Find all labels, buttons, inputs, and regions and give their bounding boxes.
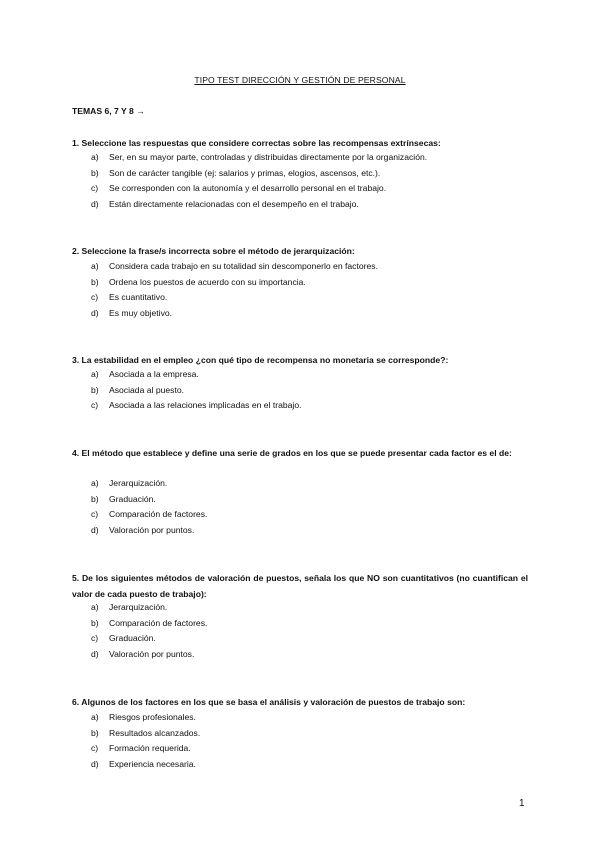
question-3: 3. La estabilidad en el empleo ¿con qué tipo de recompensa no monetaria se corresponde?: xyxy=(72,355,449,365)
option-1c xyxy=(91,181,427,197)
options-4 xyxy=(91,476,207,538)
option-letter: c) xyxy=(91,400,99,411)
option-text: Ser, en su mayor parte, controladas y distribuidas directamente por la organización. xyxy=(109,152,428,162)
option-4a xyxy=(91,476,207,492)
question-4: 4. El método que establece y define una serie de grados en los que se puede presentar cada factor es el de: xyxy=(72,448,512,458)
option-3a xyxy=(91,367,302,383)
option-5b xyxy=(91,616,207,632)
option-letter: a) xyxy=(91,261,99,271)
option-text: Asociada a la empresa. xyxy=(109,369,199,379)
option-text: Formación requerida. xyxy=(109,743,191,754)
option-2a xyxy=(91,259,378,275)
option-text: Jerarquización. xyxy=(109,602,168,612)
option-text: Experiencia necesaria. xyxy=(109,758,196,769)
option-3c xyxy=(91,398,302,414)
option-letter: b) xyxy=(91,617,99,628)
option-letter: c) xyxy=(91,743,99,754)
option-letter: c) xyxy=(91,292,99,303)
question-6: 6. Algunos de los factores en los que se basa el análisis y valoración de puestos de trabajo son: xyxy=(72,697,466,707)
option-text: Se corresponden con la autonomía y el desarrollo personal en el trabajo. xyxy=(109,183,387,194)
option-text: Asociada al puesto. xyxy=(109,384,185,395)
option-4b xyxy=(91,492,207,508)
option-letter: c) xyxy=(91,183,99,194)
options-2 xyxy=(91,259,378,321)
option-2d xyxy=(91,306,378,322)
option-6c xyxy=(91,741,200,757)
option-letter: b) xyxy=(91,384,99,395)
option-letter: d) xyxy=(91,648,99,659)
option-2b xyxy=(91,275,378,291)
option-3b xyxy=(91,383,302,399)
option-2c xyxy=(91,290,378,306)
option-letter: b) xyxy=(91,276,99,287)
question-2: 2. Seleccione la frase/s incorrecta sobre el método de jerarquización: xyxy=(72,246,355,256)
option-1a xyxy=(91,150,427,166)
option-text: Valoración por puntos. xyxy=(109,524,195,535)
option-text: Graduación. xyxy=(109,493,156,504)
option-letter: c) xyxy=(91,509,99,520)
option-letter: d) xyxy=(91,307,99,318)
option-letter: b) xyxy=(91,727,99,738)
option-letter: c) xyxy=(91,633,99,644)
option-letter: a) xyxy=(91,712,99,722)
option-text: Considera cada trabajo en su totalidad sin descomponerlo en factores. xyxy=(109,261,378,271)
option-text: Comparación de factores. xyxy=(109,509,208,520)
options-5 xyxy=(91,600,207,662)
option-letter: b) xyxy=(91,493,99,504)
option-5d xyxy=(91,647,207,663)
option-4d xyxy=(91,523,207,539)
option-text: Resultados alcanzados. xyxy=(109,727,201,738)
option-text: Graduación. xyxy=(109,633,156,644)
option-text: Comparación de factores. xyxy=(109,617,208,628)
option-text: Riesgos profesionales. xyxy=(109,712,196,722)
option-letter: d) xyxy=(91,198,99,209)
option-6b xyxy=(91,726,200,742)
page-number: 1 xyxy=(519,798,525,809)
option-text: Ordena los puestos de acuerdo con su importancia. xyxy=(109,276,306,287)
option-text: Valoración por puntos. xyxy=(109,648,195,659)
option-letter: d) xyxy=(91,758,99,769)
option-letter: a) xyxy=(91,152,99,162)
option-text: Jerarquización. xyxy=(109,478,168,488)
option-1b xyxy=(91,166,427,182)
option-1d xyxy=(91,197,427,213)
option-letter: a) xyxy=(91,602,99,612)
option-5a xyxy=(91,600,207,616)
option-text: Es cuantitativo. xyxy=(109,292,168,303)
option-letter: a) xyxy=(91,369,99,379)
option-text: Asociada a las relaciones implicadas en el trabajo. xyxy=(109,400,302,411)
option-text: Es muy objetivo. xyxy=(109,307,173,318)
options-1 xyxy=(91,150,427,212)
option-6a xyxy=(91,710,200,726)
option-6d xyxy=(91,757,200,773)
page-title: TIPO TEST DIRECCIÓN Y GESTIÓN DE PERSONAL xyxy=(194,75,406,85)
option-letter: b) xyxy=(91,167,99,178)
option-letter: a) xyxy=(91,478,99,488)
option-letter: d) xyxy=(91,524,99,535)
question-1: 1. Seleccione las respuestas que considere correctas sobre las recompensas extrínsecas: xyxy=(72,138,441,148)
temas-heading: TEMAS 6, 7 Y 8 → xyxy=(72,106,145,116)
option-4c xyxy=(91,507,207,523)
options-3 xyxy=(91,367,302,414)
option-text: Son de carácter tangible (ej: salarios y primas, elogios, ascensos, etc.). xyxy=(109,167,381,178)
question-5: 5. De los siguientes métodos de valoración de puestos, señala los que NO son cuantitativos (no cuantifican el valor de cada puesto de trabajo): xyxy=(72,573,528,599)
option-5c xyxy=(91,631,207,647)
option-text: Están directamente relacionadas con el desempeño en el trabajo. xyxy=(109,198,359,209)
options-6 xyxy=(91,710,200,772)
